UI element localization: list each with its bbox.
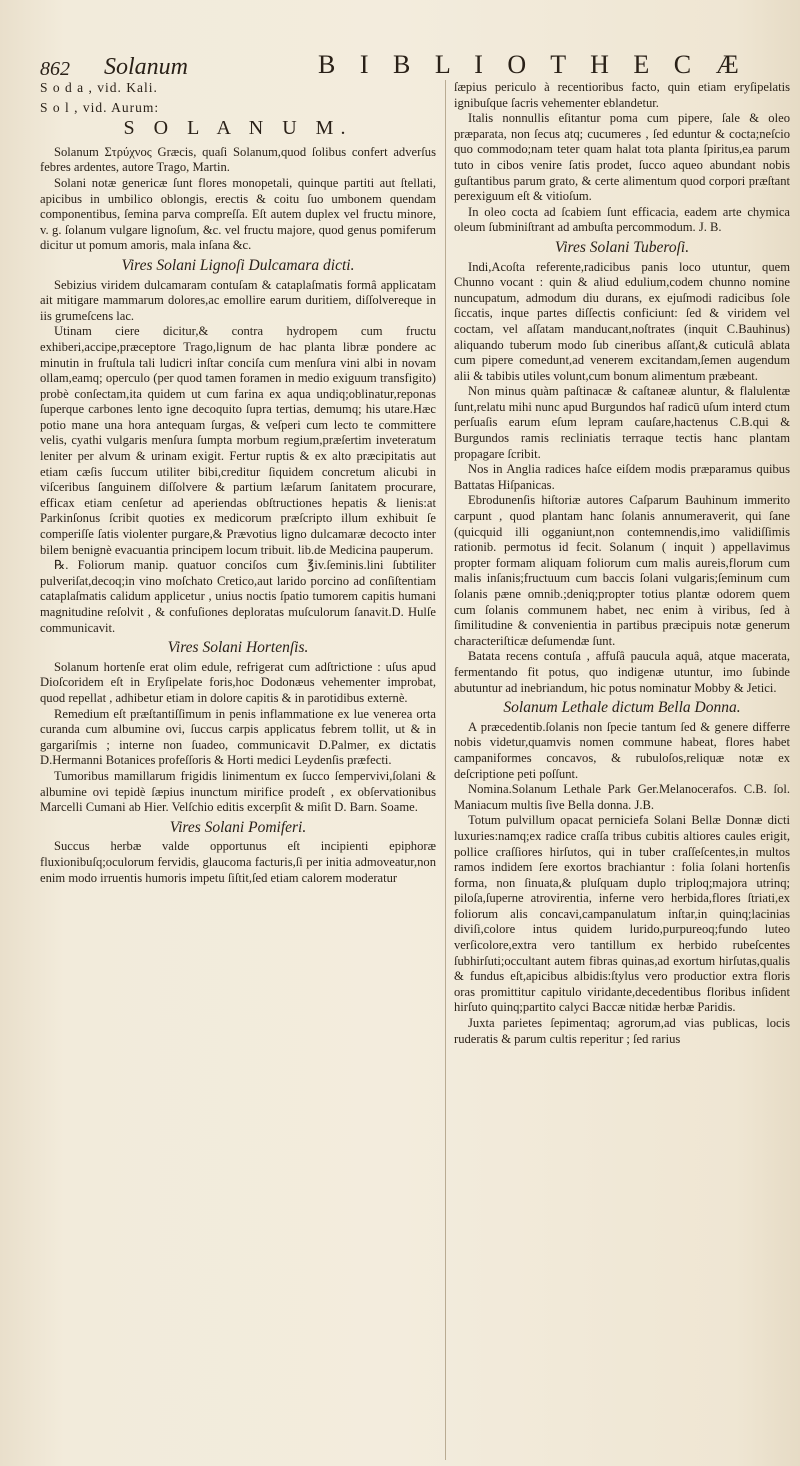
section-heading-pomiferi: Vires Solani Pomiferi. <box>169 818 307 836</box>
paragraph: Nomina.Solanum Lethale Park Ger.Melanocerafos. C.B. ſol. Maniacum multis ſive Bella donna. J.B. <box>454 782 790 812</box>
paragraph: Non minus quàm paſtinacæ & caſtaneæ aluntur, & flalulentæ ſunt,relatu mihi nunc apud Burgundos haſ radicū uſum interd ctum perſuaſis earum eſum lepram cauſare,hactenus C.B.qui & Burgundos ramis recliniatis terraque tectis hanc plantam propagare ſcribit. <box>454 384 790 461</box>
entry-soda: S o d a , vid. Kali. <box>40 80 158 95</box>
running-name: Solanum <box>104 54 188 80</box>
paragraph: Juxta parietes ſepimentaq; agrorum,ad vias publicas, locis ruderatis & parum cultis reperitur ; ſed rarius <box>454 1016 790 1046</box>
paragraph: ſæpius periculo à recentioribus facto, quin etiam eryſipelatis ignibuſque ſacris vehementer eblandetur. <box>454 80 790 110</box>
paragraph: A præcedentib.ſolanis non ſpecie tantum ſed & genere differre nobis videtur,quamvis nomen commune habeat, flores habet campaniformes concavos, & rubuloſos,reliquæ notæ ex deſcriptione peti poſſunt. <box>454 719 790 781</box>
paragraph: Tumoribus mamillarum frigidis linimentum ex ſucco ſempervivi,ſolani & albumine ovi tepidè ſæpius inunctum mirifice prodeſt , ex obſervationibus Marcelli Cumani ab Hier. Velſchio editis excerpſit & miſit D. Barn. Soame. <box>40 768 436 815</box>
paragraph: Remedium eſt præſtantiſſimum in penis inflammatione ex lue venerea orta curanda cum albumine ovi, ſuccus carpis applicatus febrem tollit, ut & in gargariſmis ; interne non ſuadeo, communicavit D.Palmer, ex dictatis D.Hermanni Botanices profeſſoris & Horti medici Leydenſis præfecti. <box>40 706 436 768</box>
paragraph: Sebizius viridem dulcamaram contuſam & cataplaſmatis formâ applicatam ait mitigare mammarum dolores,ac emollire earum duritiem, diſſolvereque in iis grumeſcens lac. <box>40 277 436 323</box>
paragraph: Batata recens contuſa , affuſâ paucula aquâ, atque macerata, fermentando fit potus, quo indigenæ utuntur, imo ſubinde abutuntur ad inebriandum, hic potus nominatur Mobby & Jetici. <box>454 649 790 695</box>
section-heading-lethale: Solanum Lethale dictum Bella Donna. <box>503 699 741 717</box>
left-column <box>40 80 436 886</box>
paragraph: ℞. Foliorum manip. quatuor conciſos cum ℥iv.ſeminis.lini ſubtiliter pulveriſat,decoq;in vino moſchato Cretico,aut larido porcino ad conſiſtentiam cataplaſmatis calidum applicetur , unius noctis ſpatio tumorem capitis humani magnitudine reſolvit , & confuſiones deploratas muſculorum ſanavit.D. Hulſe communicavit. <box>40 558 436 635</box>
right-column <box>454 80 790 1047</box>
entry-sol: S o l , vid. Aurum: <box>40 99 160 115</box>
column-divider <box>445 80 446 1460</box>
paragraph: Solani notæ genericæ ſunt flores monopetali, quinque partiti aut ſtellati, apicibus in umbilico oblongis, erectis & coitu ſuo umbonem quendam componentibus, ſemina parva compreſſa. Eſt autem duplex vel fructu minore, v. g. ſolanum vulgare lignoſum, &c. vel fructu majore, quod genus pomiferum dicitur ut pomum amoris, mala inſana &c. <box>40 175 436 253</box>
paragraph: In oleo cocta ad ſcabiem ſunt efficacia, eadem arte chymica oleum ſubminiſtrant ad ambuſta percommodum. J. B. <box>454 204 790 235</box>
paragraph: Ebrodunenſis hiſtoriæ autores Caſparum Bauhinum immerito carpunt , quod plantam hanc ſolanis annumeraverit, qui ſane (quicquid illi ogganiunt,non contemnendis,imo validiſſimis rationib. permotus id fecit. Solanum ( inquit ) appellavimus propter formam aliquam foliorum cum malis aureis,florum cum malis inſanis;fructuum cum baccis ſolani vulgaris;ſeminum cum ſolanis pæne omnib.;deniq;propter totius plantæ odorem quem cum ſolanis communem habet, nec enim à viribus, ſed à ſimilitudine & convenientia in partibus præcipuis notæ generum characteriſticæ deſumendæ ſunt. <box>454 493 790 648</box>
paragraph: Solanum hortenſe erat olim edule, refrigerat cum adſtrictione : uſus apud Dioſcoridem eſt in Eryſipelate foris,hoc Dodonæus vehementer improbat, quod repellat , adhibetur etiam in dolore capitis & in parotidibus externè. <box>40 659 436 705</box>
paragraph: Solanum Στρύχνος Græcis, quaſi Solanum,quod ſolibus confert adverſus febres ardentes, autore Trago, Martin. <box>40 144 436 175</box>
main-title: S O L A N U M. <box>123 117 353 140</box>
paragraph: Succus herbæ valde opportunus eſt incipienti epiphoræ fluxionibuſq;oculorum fervidis, glaucoma facturis,ſi per initia admoveatur,non enim modo irruentis humoris impetu ſiſtit,ſed etiam calorem moderatur <box>40 839 436 885</box>
paragraph: Italis nonnullis eſitantur poma cum pipere, ſale & oleo præparata, non ſecus atq; cucumeres , ſed eduntur & cocta;neſcio quo commodo;nam teter quam halat tota planta ſpiritus,ea parum tuto in cibos venire ſatis prodet, ſucco aqueo abundant nobis guſtantibus parum grato, & certe alimentum quod corpori præſtant perexiguum eſt & vitioſum. <box>454 111 790 204</box>
page-number: 862 <box>40 58 70 80</box>
section-heading-hortensis: Vires Solani Hortenſis. <box>167 639 309 657</box>
running-title: B I B L I O T H E C Æ <box>318 50 748 79</box>
paragraph: Indi,Acoſta referente,radicibus panis loco utuntur, quem Chunno vocant : quin & aliud edulium,codem chunno nomine nuncupatum, admodum diu durans, ex ejuſmodi radicibus ſole ſiccatis, inque partes diſſectis conficiunt: ſed & viridem vel coctam, vel aſſatam manducant,noſtrates (inquit C.Bauhinus) aliquando tuberum modo ſub cineribus aſſant,& cuticulâ ablata cum pipere comedunt,ad venerem excitandam,ſemen augendum alii & tabibis utiles volunt,cum bonum alimentum præbeant. <box>454 259 790 383</box>
section-heading-tuberosi: Vires Solani Tuberoſi. <box>554 238 690 256</box>
paragraph: Totum pulvillum opacat perniciefa Solani Bellæ Donnæ dicti luxuries:namq;ex radice craſſa tribus cubitis altiores caules erigit, pollice craſſiores hirſutos, qui in tuber craſſeſcentes,in multos ramos indidem ſere exortos brachiantur : folia ſolani hortenſis forma, non ſinuata,& pluſquam duplo triploq;majora utrinq; piloſa,ſuperne atrovirentia, inferne vero herbida,flores ſtriati,ex foliorum alis concavi,campanulatum inſtar,in quinq;lacinias diviſi,colore intus quidem lurido,purpureoq;fundo luteo verſicolore,extra vero tantillum ex herbido rubeſcentes ſubhirſuti;occultant autem fibras quinas,ad exortum hirſutas,qualis & fundus eſt,apicibus albidis:ſtylus vero productior extra floris oras promittitur capitulo viridante,decedentibus floribus inſident hirſuto quinq;partito calyci Baccæ nitidæ herbæ Paridis. <box>454 813 790 1015</box>
section-heading-dulcamara: Vires Solani Lignoſi Dulcamara dicti. <box>121 256 355 274</box>
paragraph: Nos in Anglia radices haſce eiſdem modis præparamus quibus Battatas Hiſpanicas. <box>454 462 790 492</box>
paragraph: Utinam ciere dicitur,& contra hydropem cum fructu exhiberi,accipe,præceptore Trago,lignum de hac planta libræ pondere ac minutin in fruſtula tali ludicri inſtar conciſa cum menſura vini albi in novam ollam,eamq; operculo (per quod tamen foramen in medio exiguum transfigito) probè conſectam,ita quidem ut cum farina ex aqua undiq;oblinatur,reponas ſuperque carbones lento igne decoquito ſupra tertias, demumq; his utare.Hæc potio mane una hora antequam ſurgas, & veſperi cum lecto te committere velis, cyathi vulgaris menſura ſumpta morbum regium,præſertim inveteratum leniter per alvum & urinam exigit. Fertur ruptis & ex alto præcipitatis aut etiam cæſis ſuccum utiliter bibi,creditur ſiquidem concretum alicubi in viſceribus ſanguinem diſſolvere & partium læſarum ſanitatem procurare, efficax etiam cenſetur ad aperiendas obſtructiones hepatis & lienis:at Parkinſonus ſcribit quoties ex medicorum præſcripto illum exhibuit ſe comperiſſe ſatis violenter purgare,& Prævotius ligno dulcamaræ decocto inter bilem benignè evacuantia principem locum tribuit. lib.de Medicina pauperum. <box>40 324 436 557</box>
